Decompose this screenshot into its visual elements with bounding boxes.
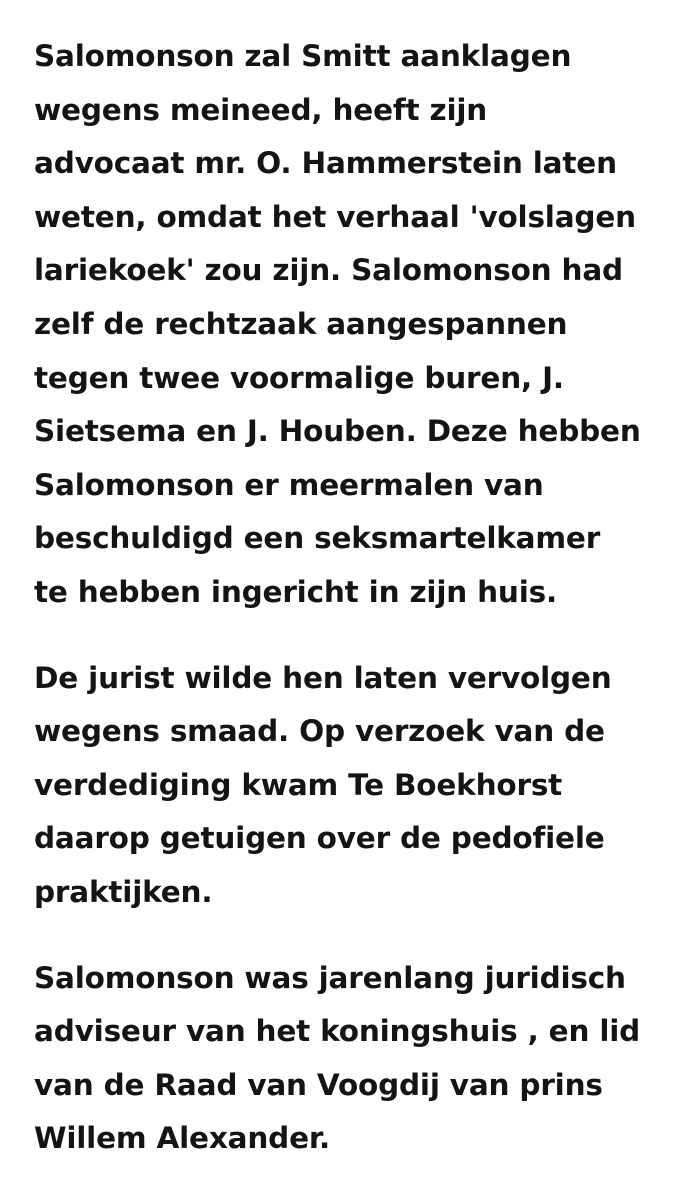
paragraph-spacer	[34, 620, 674, 652]
text-line: praktijken.	[34, 874, 213, 909]
text-line: adviseur van het koningshuis , en lid	[34, 1014, 641, 1049]
paragraph-spacer	[34, 920, 674, 952]
text-line: zelf de rechtzaak aangespannen	[34, 306, 568, 341]
text-line: van de Raad van Voogdij van prins	[34, 1067, 603, 1102]
text-line: wegens meineed, heeft zijn	[34, 92, 488, 127]
paragraph-1	[34, 30, 674, 620]
text-line: tegen twee voormalige buren, J.	[34, 360, 564, 395]
paragraph-3	[34, 952, 674, 1166]
text-line: Salomonson was jarenlang juridisch	[34, 960, 626, 995]
text-line: weten, omdat het verhaal 'volslagen	[34, 199, 636, 234]
text-line: Salomonson er meermalen van	[34, 467, 544, 502]
text-line: wegens smaad. Op verzoek van de	[34, 714, 605, 749]
text-line: verdediging kwam Te Boekhorst	[34, 767, 563, 802]
article-text	[34, 30, 674, 1166]
text-line: beschuldigd een seksmartelkamer	[34, 521, 601, 556]
paragraph-2	[34, 652, 674, 920]
text-line: lariekoek' zou zijn. Salomonson had	[34, 253, 623, 288]
text-line: daarop getuigen over de pedofiele	[34, 821, 605, 856]
text-line: De jurist wilde hen laten vervolgen	[34, 660, 612, 695]
text-line: te hebben ingericht in zijn huis.	[34, 574, 557, 609]
text-line: Willem Alexander.	[34, 1121, 331, 1156]
text-line: advocaat mr. O. Hammerstein laten	[34, 146, 617, 181]
text-line: Salomonson zal Smitt aanklagen	[34, 39, 572, 73]
text-line: Sietsema en J. Houben. Deze hebben	[34, 414, 641, 449]
